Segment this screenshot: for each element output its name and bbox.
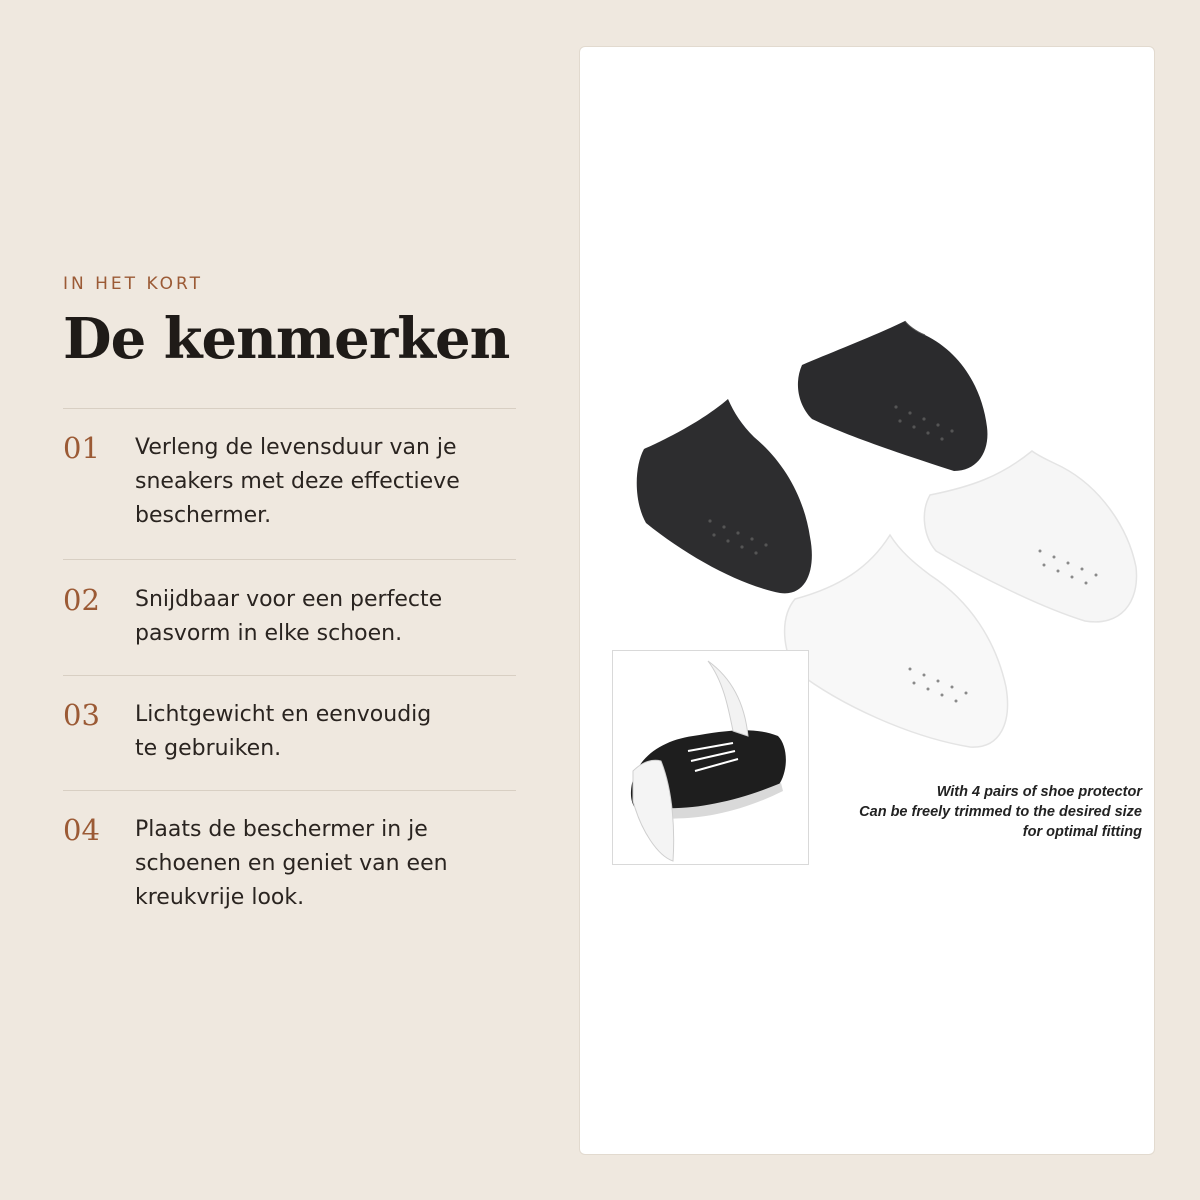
feature-text-line: schoenen en geniet van een [135, 851, 448, 876]
feature-number: 02 [63, 583, 100, 617]
feature-number: 03 [63, 698, 100, 732]
feature-text-line: te gebruiken. [135, 736, 282, 761]
shoe-protectors-image [580, 47, 1155, 1155]
caption-line: for optimal fitting [1022, 824, 1142, 840]
feature-text-line: pasvorm in elke schoen. [135, 621, 403, 646]
product-image-card [579, 46, 1155, 1155]
feature-item [63, 408, 516, 559]
page-title: De kenmerken [63, 306, 510, 372]
eyebrow-label: IN HET KORT [63, 274, 204, 294]
feature-text [135, 813, 448, 915]
feature-text [135, 698, 431, 766]
feature-item [63, 559, 516, 675]
usage-inset-image [612, 650, 809, 865]
feature-text-line: Lichtgewicht en eenvoudig [135, 702, 432, 727]
feature-list [63, 408, 516, 915]
feature-text-line: sneakers met deze effectieve [135, 469, 460, 494]
feature-text-line: Plaats de beschermer in je [135, 817, 428, 842]
feature-item [63, 790, 516, 915]
black-protector-front [637, 399, 812, 593]
sneaker-with-protector-icon [613, 651, 808, 864]
feature-item [63, 675, 516, 790]
feature-number: 04 [63, 813, 100, 847]
feature-text [135, 431, 460, 533]
image-caption [802, 782, 1142, 842]
features-panel [63, 270, 516, 915]
caption-line: Can be freely trimmed to the desired size [859, 804, 1142, 820]
caption-line: With 4 pairs of shoe protector [936, 784, 1142, 800]
feature-text-line: Snijdbaar voor een perfecte [135, 587, 443, 612]
feature-text [135, 583, 442, 651]
feature-number: 01 [63, 431, 100, 465]
feature-text-line: kreukvrije look. [135, 885, 305, 910]
feature-text-line: beschermer. [135, 503, 272, 528]
feature-text-line: Verleng de levensduur van je [135, 435, 457, 460]
black-protector-back [798, 321, 988, 471]
